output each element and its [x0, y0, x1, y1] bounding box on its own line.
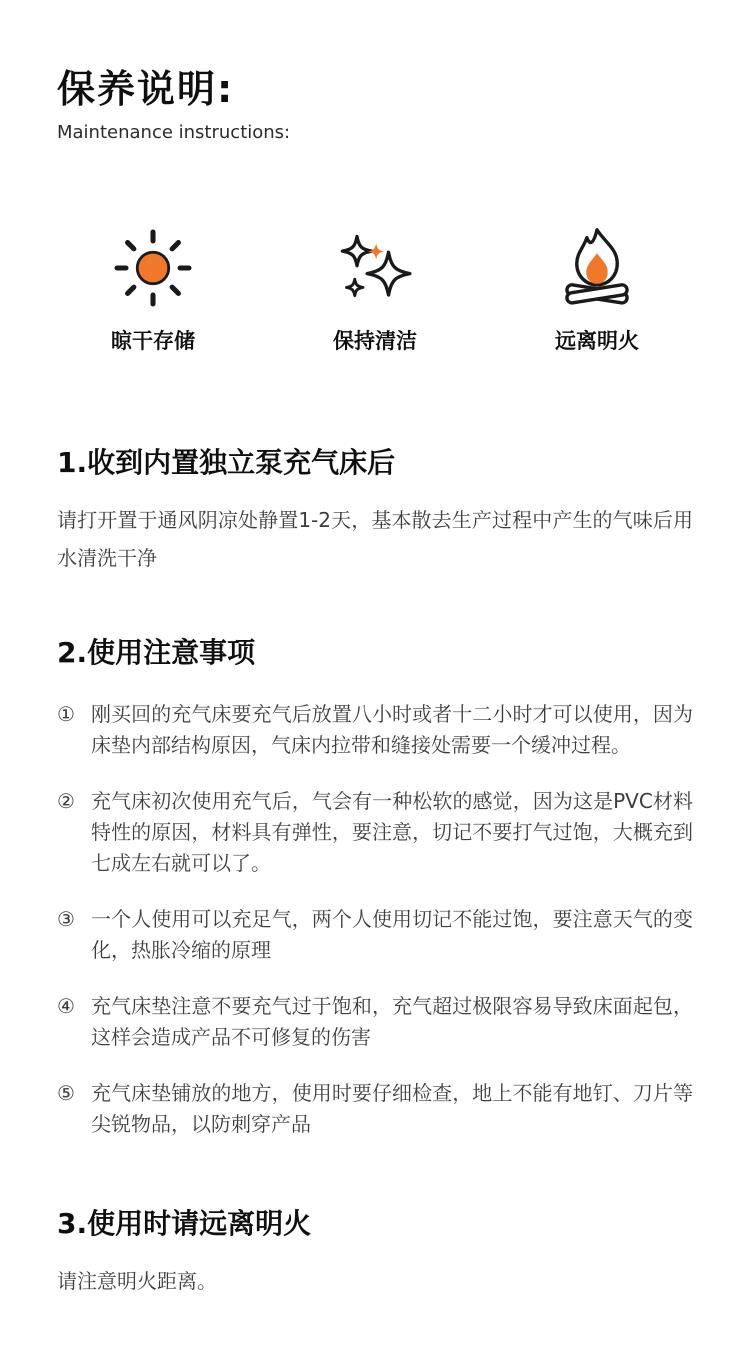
usage-notes-list: [57, 699, 693, 1140]
note-item: [57, 991, 693, 1053]
section-title: 3.使用时请远离明火: [57, 1207, 312, 1240]
note-text: 刚买回的充气床要充气后放置八小时或者十二小时才可以使用，因为床垫内部结构原因，气床内拉带和缝接处需要一个缓冲过程。: [91, 702, 693, 757]
note-text: 充气床垫注意不要充气过于饱和，充气超过极限容易导致床面起包，这样会造成产品不可修复的伤害: [91, 994, 693, 1049]
note-marker: ②: [57, 789, 75, 813]
section-after-receiving: [57, 441, 693, 577]
care-icons-row: [63, 223, 687, 355]
section-usage-notes: [57, 631, 693, 1140]
section-title: 1.收到内置独立泵充气床后: [57, 446, 396, 479]
care-icon-label: 保持清洁: [333, 329, 417, 353]
page-subtitle: Maintenance instructions:: [57, 122, 291, 143]
sun-icon: [108, 223, 198, 313]
section-title: 2.使用注意事项: [57, 636, 256, 669]
note-text: 一个人使用可以充足气，两个人使用切记不能过饱，要注意天气的变化，热胀冷缩的原理: [91, 907, 693, 962]
care-icon-item-away-from-fire: [507, 223, 687, 355]
note-text: 充气床垫铺放的地方，使用时要仔细检查，地上不能有地钉、刀片等尖锐物品，以防刺穿产品: [91, 1081, 693, 1136]
care-icon-item-dry-storage: [63, 223, 243, 355]
note-item: [57, 786, 693, 879]
care-icon-item-keep-clean: [285, 223, 465, 355]
section-body: 请打开置于通风阴凉处静置1-2天，基本散去生产过程中产生的气味后用水清洗干净: [57, 508, 693, 570]
note-text: 充气床初次使用充气后，气会有一种松软的感觉，因为这是PVC材料特性的原因，材料具有弹性，要注意，切记不要打气过饱，大概充到七成左右就可以了。: [91, 789, 693, 875]
care-icon-label: 晾干存储: [111, 329, 195, 353]
note-marker: ③: [57, 907, 75, 931]
section-away-from-fire: [57, 1202, 693, 1300]
page-title: 保养说明:: [57, 67, 235, 111]
note-marker: ①: [57, 702, 75, 726]
note-item: [57, 699, 693, 761]
note-item: [57, 904, 693, 966]
care-icon-label: 远离明火: [555, 329, 639, 353]
note-marker: ④: [57, 994, 75, 1018]
sparkles-icon: [330, 223, 420, 313]
note-marker: ⑤: [57, 1081, 75, 1105]
note-item: [57, 1078, 693, 1140]
fire-icon: [552, 223, 642, 313]
section-body: 请注意明火距离。: [57, 1269, 217, 1293]
